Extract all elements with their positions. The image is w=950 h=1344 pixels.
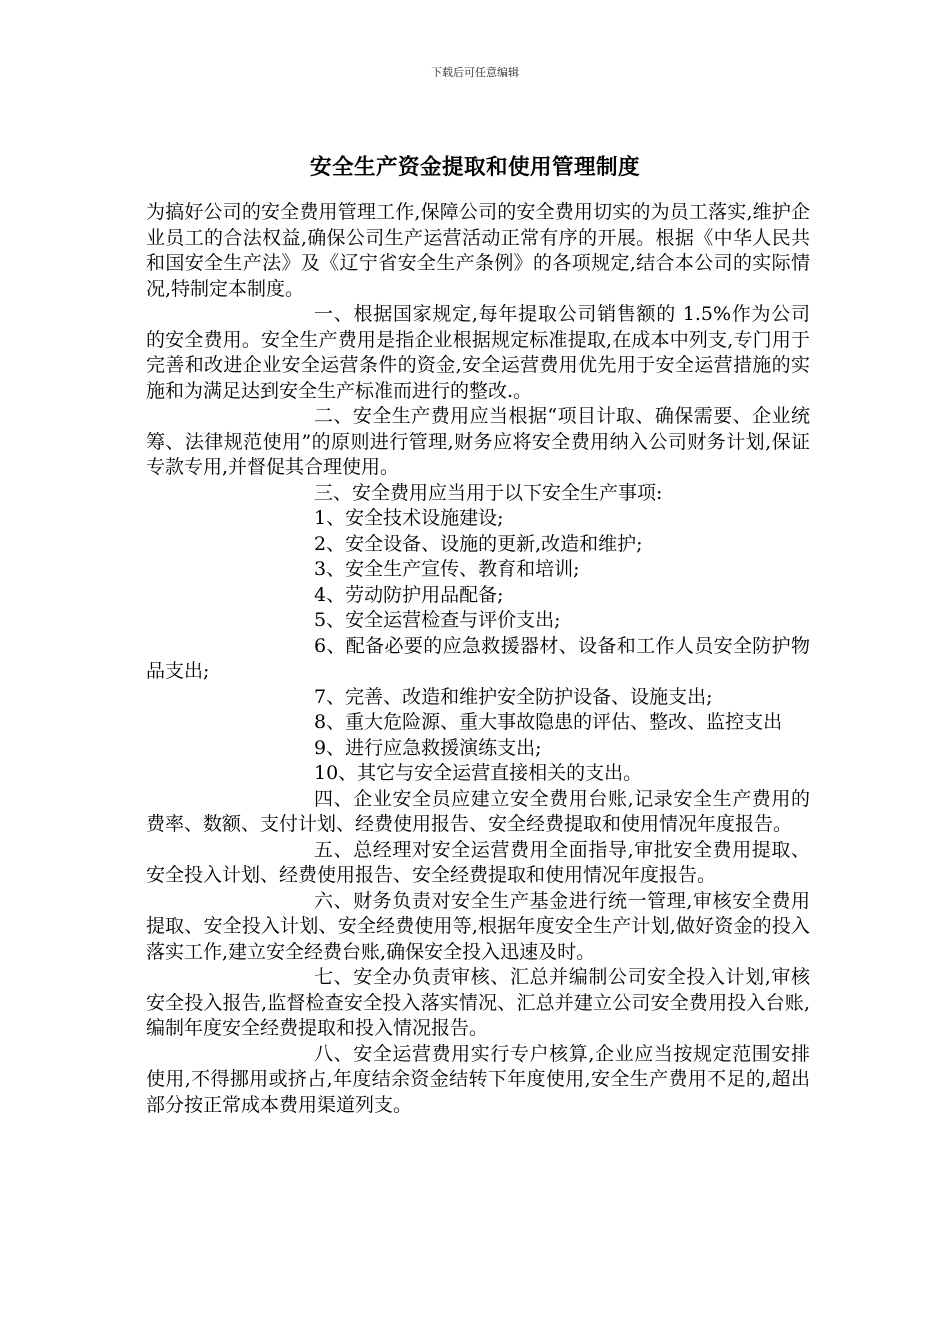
intro-paragraph: 为搞好公司的安全费用管理工作,保障公司的安全费用切实的为员工落实,维护企业员工的合法权益,确保公司生产运营活动正常有序的开展。根据《中华人民共和国安全生产法》及《辽宁省安全生产条例》的各项规定,结合本公司的实际情况,特制定本制度。 xyxy=(146,201,810,300)
document-body xyxy=(146,200,810,1118)
clause-2-paragraph: 二、安全生产费用应当根据“项目计取、确保需要、企业统筹、法律规范使用”的原则进行管理,财务应将安全费用纳入公司财务计划,保证专款专用,并督促其合理使用。 xyxy=(146,405,810,478)
clause-4-paragraph: 四、企业安全员应建立安全费用台账,记录安全生产费用的费率、数额、支付计划、经费使用报告、安全经费提取和使用情况年度报告。 xyxy=(146,787,810,835)
list-item-1: 1、安全技术设施建设; xyxy=(314,507,504,529)
list-item-6: 6、配备必要的应急救援器材、设备和工作人员安全防护物品支出; xyxy=(146,634,810,682)
list-item-8: 8、重大危险源、重大事故隐患的评估、整改、监控支出 xyxy=(314,711,783,733)
clause-7-paragraph: 七、安全办负责审核、汇总并编制公司安全投入计划,审核安全投入报告,监督检查安全投入落实情况、汇总并建立公司安全费用投入台账,编制年度安全经费提取和投入情况报告。 xyxy=(146,966,810,1039)
clause-3-paragraph: 三、安全费用应当用于以下安全生产事项: xyxy=(314,481,663,504)
clause-8-paragraph: 八、安全运营费用实行专户核算,企业应当按规定范围安排使用,不得挪用或挤占,年度结余资金结转下年度使用,安全生产费用不足的,超出部分按正常成本费用渠道列支。 xyxy=(146,1042,810,1116)
clause-6-paragraph: 六、财务负责对安全生产基金进行统一管理,审核安全费用提取、安全投入计划、安全经费使用等,根据年度安全生产计划,做好资金的投入落实工作,建立安全经费台账,确保安全投入迅速及时。 xyxy=(146,889,810,963)
document-title: 安全生产资金提取和使用管理制度 xyxy=(309,155,640,180)
clause-1-paragraph: 一、根据国家规定,每年提取公司销售额的 1.5%作为公司的安全费用。安全生产费用是指企业根据规定标准提取,在成本中列支,专门用于完善和改进企业安全运营条件的资金,安全运营费用优先用于安全运营措施的实施和为满足达到安全生产标准而进行的整改.。 xyxy=(146,303,810,402)
list-item-7: 7、完善、改造和维护安全防护设备、设施支出; xyxy=(314,685,713,708)
list-item-9: 9、进行应急救援演练支出; xyxy=(314,736,542,759)
list-item-3: 3、安全生产宣传、教育和培训; xyxy=(314,558,580,580)
list-item-2: 2、安全设备、设施的更新,改造和维护; xyxy=(314,532,643,555)
header-note: 下载后可任意编辑 xyxy=(431,66,519,79)
list-item-4: 4、劳动防护用品配备; xyxy=(314,583,504,606)
list-item-5: 5、安全运营检查与评价支出; xyxy=(314,609,561,631)
clause-5-paragraph: 五、总经理对安全运营费用全面指导,审批安全费用提取、安全投入计划、经费使用报告、安全经费提取和使用情况年度报告。 xyxy=(146,838,810,886)
list-item-10: 10、其它与安全运营直接相关的支出。 xyxy=(314,762,643,784)
